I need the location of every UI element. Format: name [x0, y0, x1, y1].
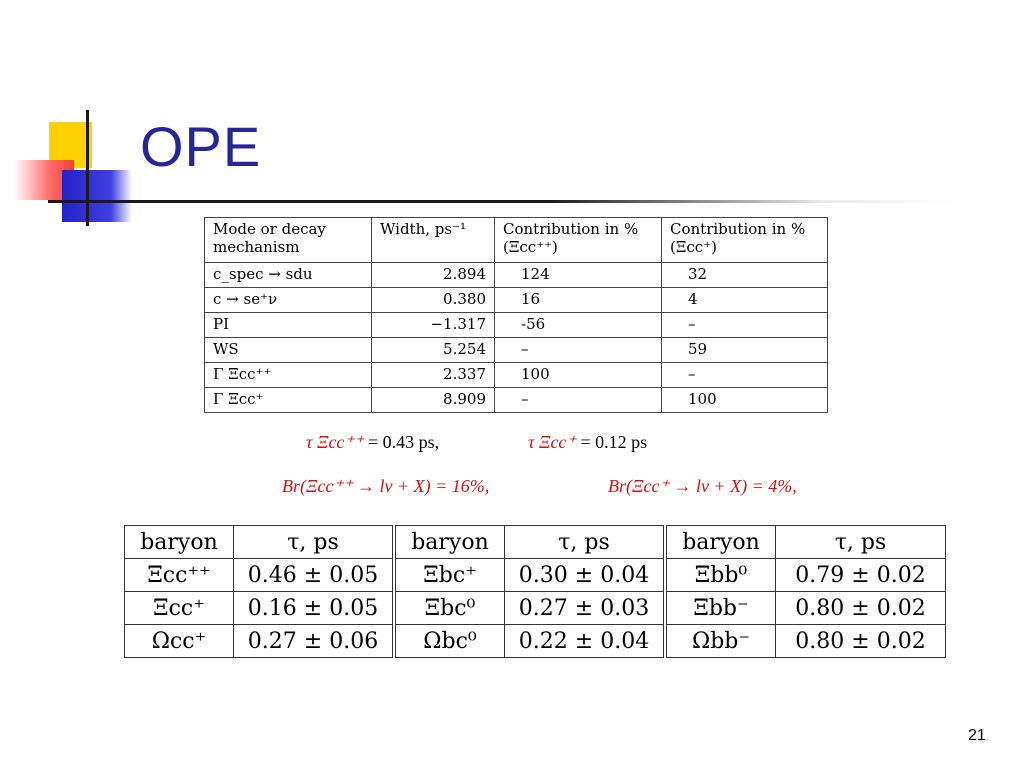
header-baryon: baryon — [125, 526, 234, 559]
equation-lhs: τ Ξcc⁺ — [528, 432, 576, 452]
mode-cell: Γ Ξcc⁺ — [205, 388, 372, 413]
table-row — [125, 592, 946, 625]
contrib-cell: – — [495, 388, 662, 413]
contrib-cell: 59 — [662, 338, 828, 363]
table-header-row — [125, 526, 946, 559]
page-number: 21 — [968, 727, 986, 744]
baryon-cell: Ωbc⁰ — [394, 625, 505, 658]
equation-lhs: τ Ξcc⁺⁺ — [306, 432, 364, 452]
table-row — [125, 559, 946, 592]
baryon-cell: Ξbb⁰ — [665, 559, 776, 592]
mode-cell: PI — [205, 313, 372, 338]
contrib-cell: 124 — [495, 263, 662, 288]
table-row — [205, 388, 828, 413]
table-header-row — [205, 218, 828, 263]
table-row — [125, 625, 946, 658]
header-mode: Mode or decay mechanism — [205, 218, 372, 263]
baryon-cell: Ξbc⁰ — [394, 592, 505, 625]
header-contrib-xicc-pp: Contribution in % (Ξcc⁺⁺) — [495, 218, 662, 263]
tau-cell: 0.27 ± 0.03 — [505, 592, 666, 625]
lifetime-table — [124, 525, 946, 658]
equation-br-xicc-pp: Br(Ξcc⁺⁺ → lν + X) = 16%, — [282, 476, 490, 496]
tau-cell: 0.80 ± 0.02 — [776, 625, 946, 658]
slide-logo — [0, 0, 140, 240]
baryon-cell: Ωbb⁻ — [665, 625, 776, 658]
tau-cell: 0.79 ± 0.02 — [776, 559, 946, 592]
table-row — [205, 338, 828, 363]
equation-rhs: = 0.43 ps, — [367, 432, 440, 452]
baryon-cell: Ξbb⁻ — [665, 592, 776, 625]
header-tau: τ, ps — [505, 526, 666, 559]
logo-blue-square — [62, 170, 132, 222]
mode-cell: c_spec → sdu — [205, 263, 372, 288]
contrib-cell: -56 — [495, 313, 662, 338]
equation-tau-xicc-pp — [306, 432, 439, 453]
title-underline — [48, 200, 958, 203]
contrib-cell: 32 — [662, 263, 828, 288]
tau-cell: 0.22 ± 0.04 — [505, 625, 666, 658]
width-cell: 0.380 — [372, 288, 495, 313]
tau-cell: 0.80 ± 0.02 — [776, 592, 946, 625]
table-row — [205, 263, 828, 288]
tau-cell: 0.46 ± 0.05 — [234, 559, 395, 592]
width-cell: 8.909 — [372, 388, 495, 413]
table-row — [205, 363, 828, 388]
width-cell: 5.254 — [372, 338, 495, 363]
tau-cell: 0.30 ± 0.04 — [505, 559, 666, 592]
baryon-cell: Ξcc⁺ — [125, 592, 234, 625]
contrib-cell: – — [662, 363, 828, 388]
width-cell: 2.337 — [372, 363, 495, 388]
baryon-cell: Ξbc⁺ — [394, 559, 505, 592]
contrib-cell: – — [495, 338, 662, 363]
equation-br-xicc-p: Br(Ξcc⁺ → lν + X) = 4%, — [608, 476, 797, 496]
contrib-cell: 100 — [662, 388, 828, 413]
header-width: Width, ps⁻¹ — [372, 218, 495, 263]
equation-tau-xicc-p — [528, 432, 647, 453]
baryon-cell: Ωcc⁺ — [125, 625, 234, 658]
contrib-cell: – — [662, 313, 828, 338]
baryon-cell: Ξcc⁺⁺ — [125, 559, 234, 592]
contrib-cell: 100 — [495, 363, 662, 388]
header-tau: τ, ps — [776, 526, 946, 559]
header-tau: τ, ps — [234, 526, 395, 559]
tau-cell: 0.16 ± 0.05 — [234, 592, 395, 625]
contrib-cell: 4 — [662, 288, 828, 313]
header-contrib-xicc-p: Contribution in % (Ξcc⁺) — [662, 218, 828, 263]
width-cell: 2.894 — [372, 263, 495, 288]
table-row — [205, 288, 828, 313]
header-baryon: baryon — [394, 526, 505, 559]
mode-cell: c → se⁺ν — [205, 288, 372, 313]
tau-cell: 0.27 ± 0.06 — [234, 625, 395, 658]
equation-rhs: = 0.12 ps — [580, 432, 648, 452]
logo-vertical-line — [86, 110, 89, 226]
slide-title: OPE — [140, 115, 262, 178]
decay-modes-table — [204, 217, 828, 413]
contrib-cell: 16 — [495, 288, 662, 313]
width-cell: −1.317 — [372, 313, 495, 338]
mode-cell: WS — [205, 338, 372, 363]
header-baryon: baryon — [665, 526, 776, 559]
mode-cell: Γ Ξcc⁺⁺ — [205, 363, 372, 388]
table-row — [205, 313, 828, 338]
